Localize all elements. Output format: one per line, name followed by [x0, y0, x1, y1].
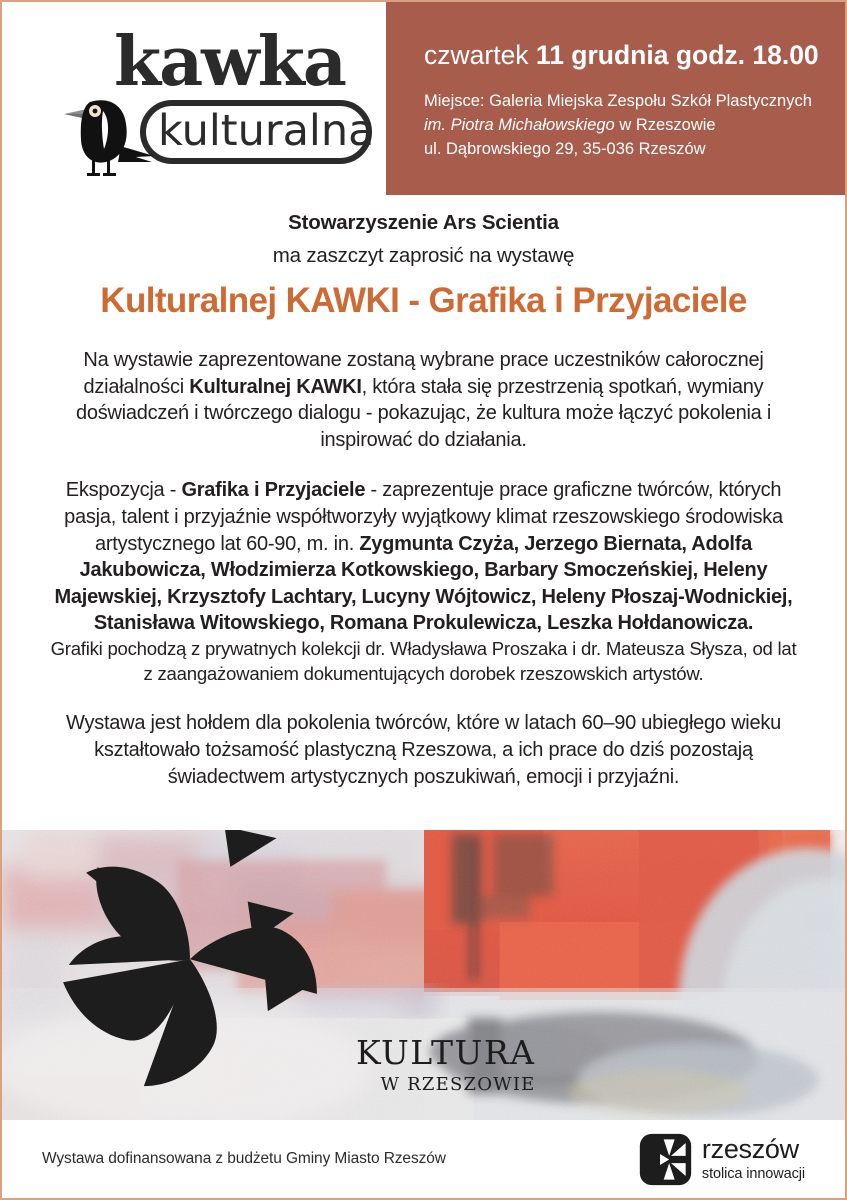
paragraph-one: [34, 347, 813, 453]
p2-bold-subtitle: Grafika i Przyjaciele: [181, 479, 366, 502]
logo-brand-top: kawka: [114, 22, 345, 102]
poster-body: [2, 211, 845, 790]
event-day: czwartek: [424, 40, 536, 70]
paragraph-two-subnote: Grafiki pochodzą z prywatnych kolekcji dr. Władysława Proszaka i dr. Mateusza Słysza, od lat z zaangażowaniem dokumentujących dorobek rzeszowskich artystów.: [50, 637, 797, 684]
p2-part-b: - zaprezentuje prace graficzne twórców, których pasja, talent i przyjaźnie współtworzyły wyjątkowy klimat rzeszowskiego środowiska artystycznego lat 60-90, m. in.: [64, 479, 783, 555]
logo-brand-bottom: kulturalna: [158, 106, 375, 156]
paragraph-two: [34, 477, 813, 637]
p1-bold: Kulturalnej KAWKI: [189, 375, 362, 398]
poster-header: [2, 2, 845, 195]
kultura-main-text: KULTURA: [355, 1033, 536, 1072]
event-date-time: 11 grudnia godz. 18.00: [535, 40, 819, 70]
rzeszow-main-text: rzeszów: [701, 1134, 799, 1165]
kultura-wordmark: [355, 1033, 536, 1098]
rzeszow-city-logo: [638, 1132, 805, 1187]
venue-line-2: [424, 114, 825, 138]
kawka-kulturalna-logo: [62, 22, 375, 178]
event-venue: [424, 90, 825, 162]
organizer-name: Stowarzyszenie Ars Scientia: [288, 211, 559, 234]
exhibition-title: Kulturalnej KAWKI - Grafika i Przyjaciele: [100, 281, 747, 320]
poster-footer: [2, 1120, 845, 1198]
p1-part-a: Na wystawie zaprezentowane zostaną wybrane prace uczestników całorocznej działalności: [83, 349, 764, 398]
p1-part-b: , która stała się przestrzenią spotkań, wymiany doświadczeń i twórczego dialogu - pokazując, że kultura może łączyć pokolenia i inspirować do działania.: [75, 375, 772, 451]
invitation-line: ma zaszczyt zaprosić na wystawę: [272, 244, 575, 267]
venue-city: w Rzeszowie: [614, 116, 716, 135]
p2-part-a: Ekspozycja -: [65, 479, 182, 502]
kultura-sub-text: W RZESZOWIE: [380, 1074, 536, 1095]
rzeszow-wordmark: [702, 1136, 805, 1182]
logo-zone: [2, 2, 388, 195]
p2-artist-list: Zygmunta Czyża, Jerzego Biernata, Adolfa Jakubowicza, Włodzimierza Kotkowskiego, Barbary Smoczeńskiej, Heleny Majewskiej, Krzysztofy Lachtary, Lucyny Wójtowicz, Heleny Płoszaj-Wodnickiej, Stanisława Witowskiego, Romana Prokulewicza, Leszka Hołdanowicza.: [54, 532, 793, 635]
paragraph-three: Wystawa jest hołdem dla pokolenia twórców, które w latach 60–90 ubiegłego wieku kształtowało tożsamość plastyczną Rzeszowa, a ich prace do dziś pozostają świadectwem artystycznych poszukiwań, emocji i przyjaźni.: [66, 712, 781, 788]
rzeszow-mark-icon: [638, 1132, 693, 1187]
pinwheel-icon: [40, 830, 340, 1098]
event-datetime: [424, 40, 825, 70]
jackdaw-bird-icon: [62, 94, 158, 178]
funding-note: Wystawa dofinansowana z budżetu Gminy Miasto Rzeszów: [42, 1150, 446, 1167]
abstract-artwork-image: [2, 830, 845, 1120]
venue-patron: im. Piotra Michałowskiego: [424, 116, 615, 135]
venue-line-1: Miejsce: Galeria Miejska Zespołu Szkół Plastycznych: [424, 92, 812, 111]
rzeszow-sub-text: stolica innowacji: [701, 1166, 805, 1183]
kultura-w-rzeszowie-logo: [40, 830, 536, 1098]
venue-line-3: ul. Dąbrowskiego 29, 35-036 Rzeszów: [424, 140, 706, 159]
date-place-banner: [386, 2, 845, 195]
